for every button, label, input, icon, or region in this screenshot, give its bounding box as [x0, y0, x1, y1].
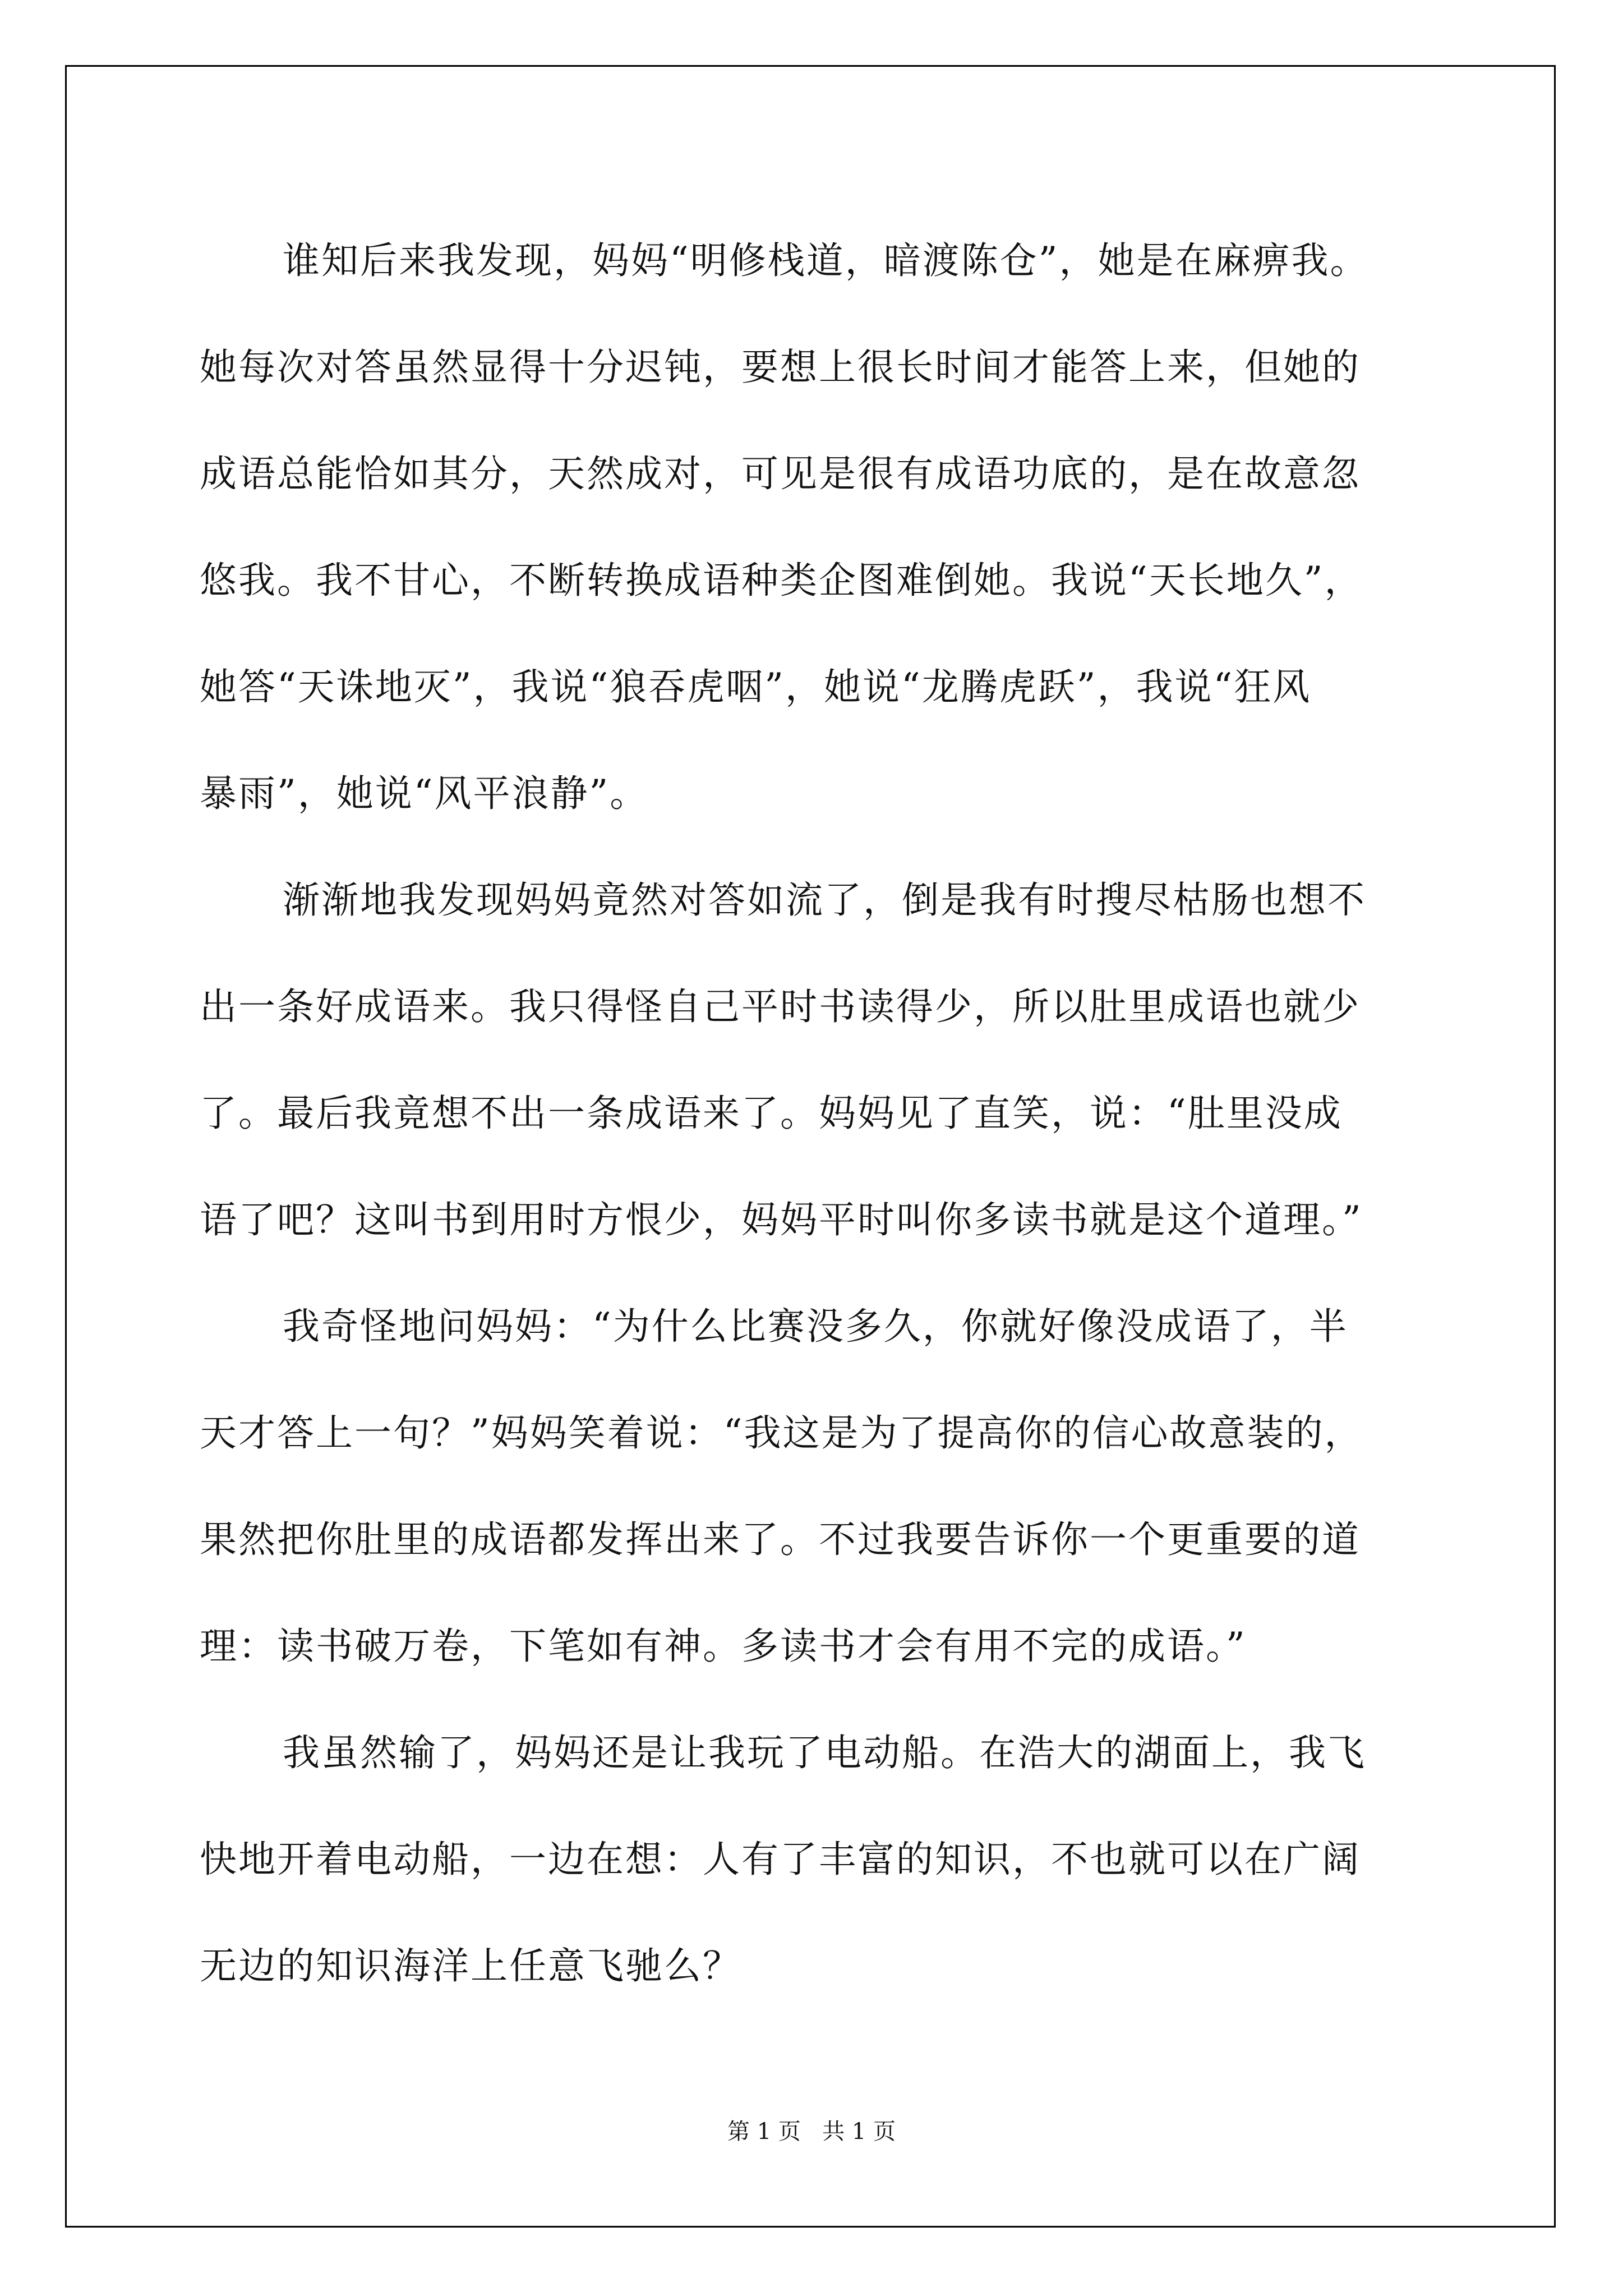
paragraph-line: 快地开着电动船，一边在想：人有了丰富的知识，不也就可以在广阔	[200, 1838, 1361, 1881]
article-body	[200, 208, 1433, 2019]
paragraph-line: 我虽然输了，妈妈还是让我玩了电动船。在浩大的湖面上，我飞	[283, 1731, 1366, 1774]
paragraph-line: 我奇怪地问妈妈：“为什么比赛没多久，你就好像没成语了，半	[283, 1305, 1348, 1348]
paragraph-line: 暴雨”，她说“风平浪静”。	[200, 772, 649, 815]
paragraph-line: 成语总能恰如其分，天然成对，可见是很有成语功底的，是在故意忽	[200, 452, 1361, 495]
paragraph-line: 理：读书破万卷，下笔如有神。多读书才会有用不完的成语。”	[200, 1625, 1247, 1668]
page-total: 共 1 页	[822, 2119, 896, 2145]
paragraph-line: 无边的知识海洋上任意飞驰么？	[200, 1944, 741, 1987]
paragraph-line: 渐渐地我发现妈妈竟然对答如流了，倒是我有时搜尽枯肠也想不	[283, 878, 1366, 922]
paragraph-line: 了。最后我竟想不出一条成语来了。妈妈见了直笑，说：“肚里没成	[200, 1092, 1343, 1135]
paragraph-line: 语了吧？这叫书到用时方恨少，妈妈平时叫你多读书就是这个道理。”	[200, 1198, 1363, 1241]
paragraph-line: 天才答上一句？”妈妈笑着说：“我这是为了提高你的信心故意装的，	[200, 1411, 1363, 1455]
paragraph-line: 悠我。我不甘心，不断转换成语种类企图难倒她。我说“天长地久”，	[200, 559, 1363, 602]
page-footer	[0, 2114, 1623, 2146]
page-number: 第 1 页	[727, 2119, 801, 2145]
paragraph-line: 她每次对答虽然显得十分迟钝，要想上很长时间才能答上来，但她的	[200, 346, 1361, 389]
paragraph-line: 果然把你肚里的成语都发挥出来了。不过我要告诉你一个更重要的道	[200, 1518, 1361, 1561]
paragraph-line: 谁知后来我发现，妈妈“明修栈道，暗渡陈仓”，她是在麻痹我。	[283, 239, 1369, 282]
paragraph-line: 出一条好成语来。我只得怪自己平时书读得少，所以肚里成语也就少	[200, 985, 1361, 1028]
paragraph-line: 她答“天诛地灭”，我说“狼吞虎咽”，她说“龙腾虎跃”，我说“狂风	[200, 665, 1312, 708]
